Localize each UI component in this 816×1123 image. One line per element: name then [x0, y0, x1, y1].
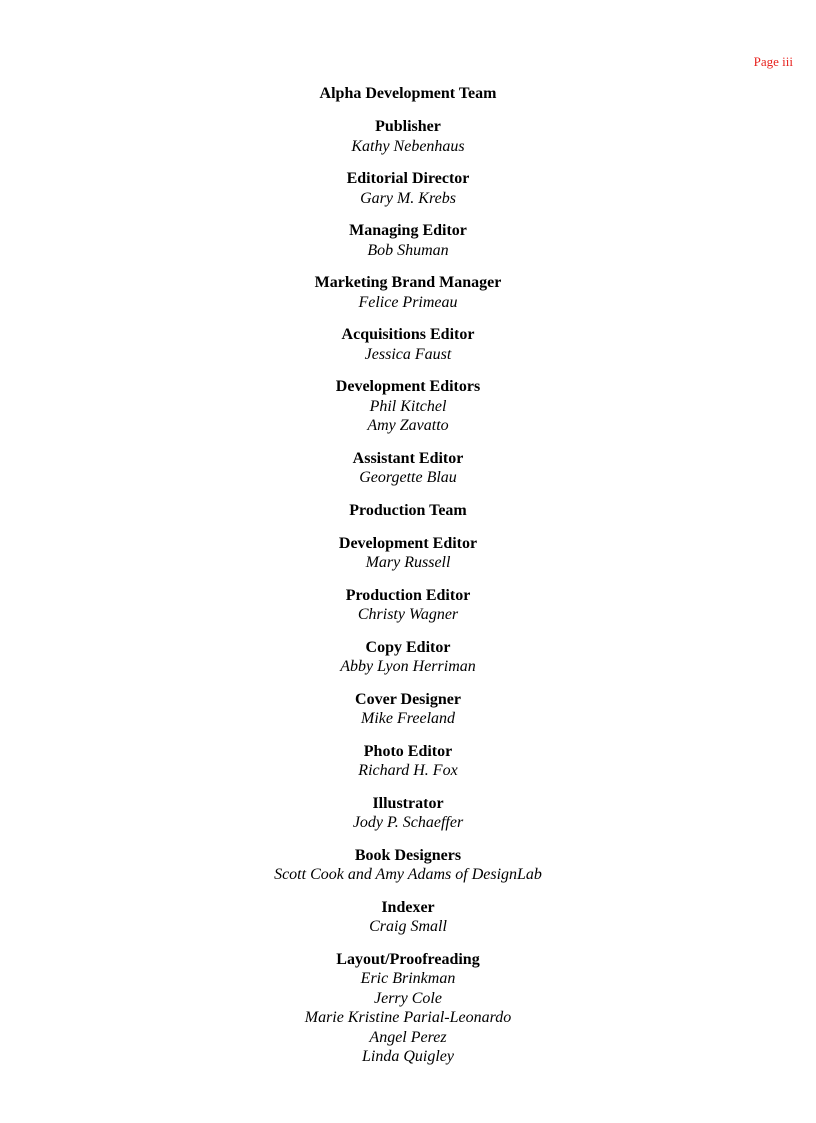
credit-name: Jessica Faust [364, 345, 452, 363]
credit-role: Publisher [375, 118, 441, 135]
page-number: Page iii [753, 54, 793, 69]
credit-block [0, 898, 816, 937]
credit-role: Book Designers [354, 846, 462, 864]
credit-name: Scott Cook and Amy Adams of DesignLab [274, 866, 542, 883]
credit-name: Mary Russell [365, 554, 451, 571]
team-heading: Production Team [349, 501, 467, 519]
credit-name: Eric Brinkman [360, 970, 456, 987]
credit-name: Bob Shuman [367, 241, 449, 259]
team-heading: Alpha Development Team [319, 85, 497, 102]
credit-block [0, 325, 816, 364]
credit-block [0, 169, 816, 208]
credit-block [0, 742, 816, 781]
credit-name: Georgette Blau [359, 469, 457, 486]
credit-name: Gary M. Krebs [360, 189, 456, 207]
credit-role: Acquisitions Editor [341, 326, 475, 343]
credit-name: Jerry Cole [374, 989, 442, 1007]
credit-name: Phil Kitchel [369, 397, 447, 415]
credit-name: Linda Quigley [362, 1048, 454, 1065]
credit-name: Marie Kristine Parial-Leonardo [304, 1009, 512, 1026]
credit-name: Amy Zavatto [367, 417, 449, 434]
credit-name: Angel Perez [369, 1028, 447, 1046]
credit-role: Managing Editor [349, 222, 467, 239]
credit-block [0, 638, 816, 677]
credit-block [0, 690, 816, 729]
credit-block [0, 534, 816, 573]
credit-block [0, 846, 816, 885]
credit-name: Felice Primeau [358, 293, 458, 311]
credit-block [0, 586, 816, 625]
credit-block [0, 221, 816, 260]
credit-role: Illustrator [372, 794, 444, 812]
credit-name: Christy Wagner [357, 606, 459, 623]
credit-role: Editorial Director [346, 170, 470, 187]
credit-block [0, 794, 816, 833]
credit-block [0, 950, 816, 1067]
credit-role: Indexer [381, 898, 435, 916]
credit-role: Marketing Brand Manager [314, 274, 502, 291]
credit-name: Abby Lyon Herriman [340, 658, 476, 675]
credit-role: Layout/Proofreading [336, 950, 480, 968]
credit-block [0, 377, 816, 436]
credit-block [0, 449, 816, 488]
credit-name: Craig Small [369, 918, 447, 935]
credits-list [0, 84, 816, 1080]
credit-block [0, 273, 816, 312]
credit-name: Kathy Nebenhaus [351, 137, 465, 155]
credit-role: Cover Designer [355, 690, 461, 708]
credit-role: Assistant Editor [352, 449, 464, 467]
credit-role: Development Editor [338, 534, 478, 552]
credit-role: Production Editor [345, 586, 471, 604]
credit-name: Richard H. Fox [358, 762, 458, 779]
credit-name: Mike Freeland [360, 710, 456, 727]
credit-role: Development Editors [335, 378, 481, 395]
credit-role: Photo Editor [363, 742, 453, 760]
credit-block [0, 117, 816, 156]
credit-name: Jody P. Schaeffer [352, 814, 464, 831]
credit-role: Copy Editor [365, 638, 451, 656]
